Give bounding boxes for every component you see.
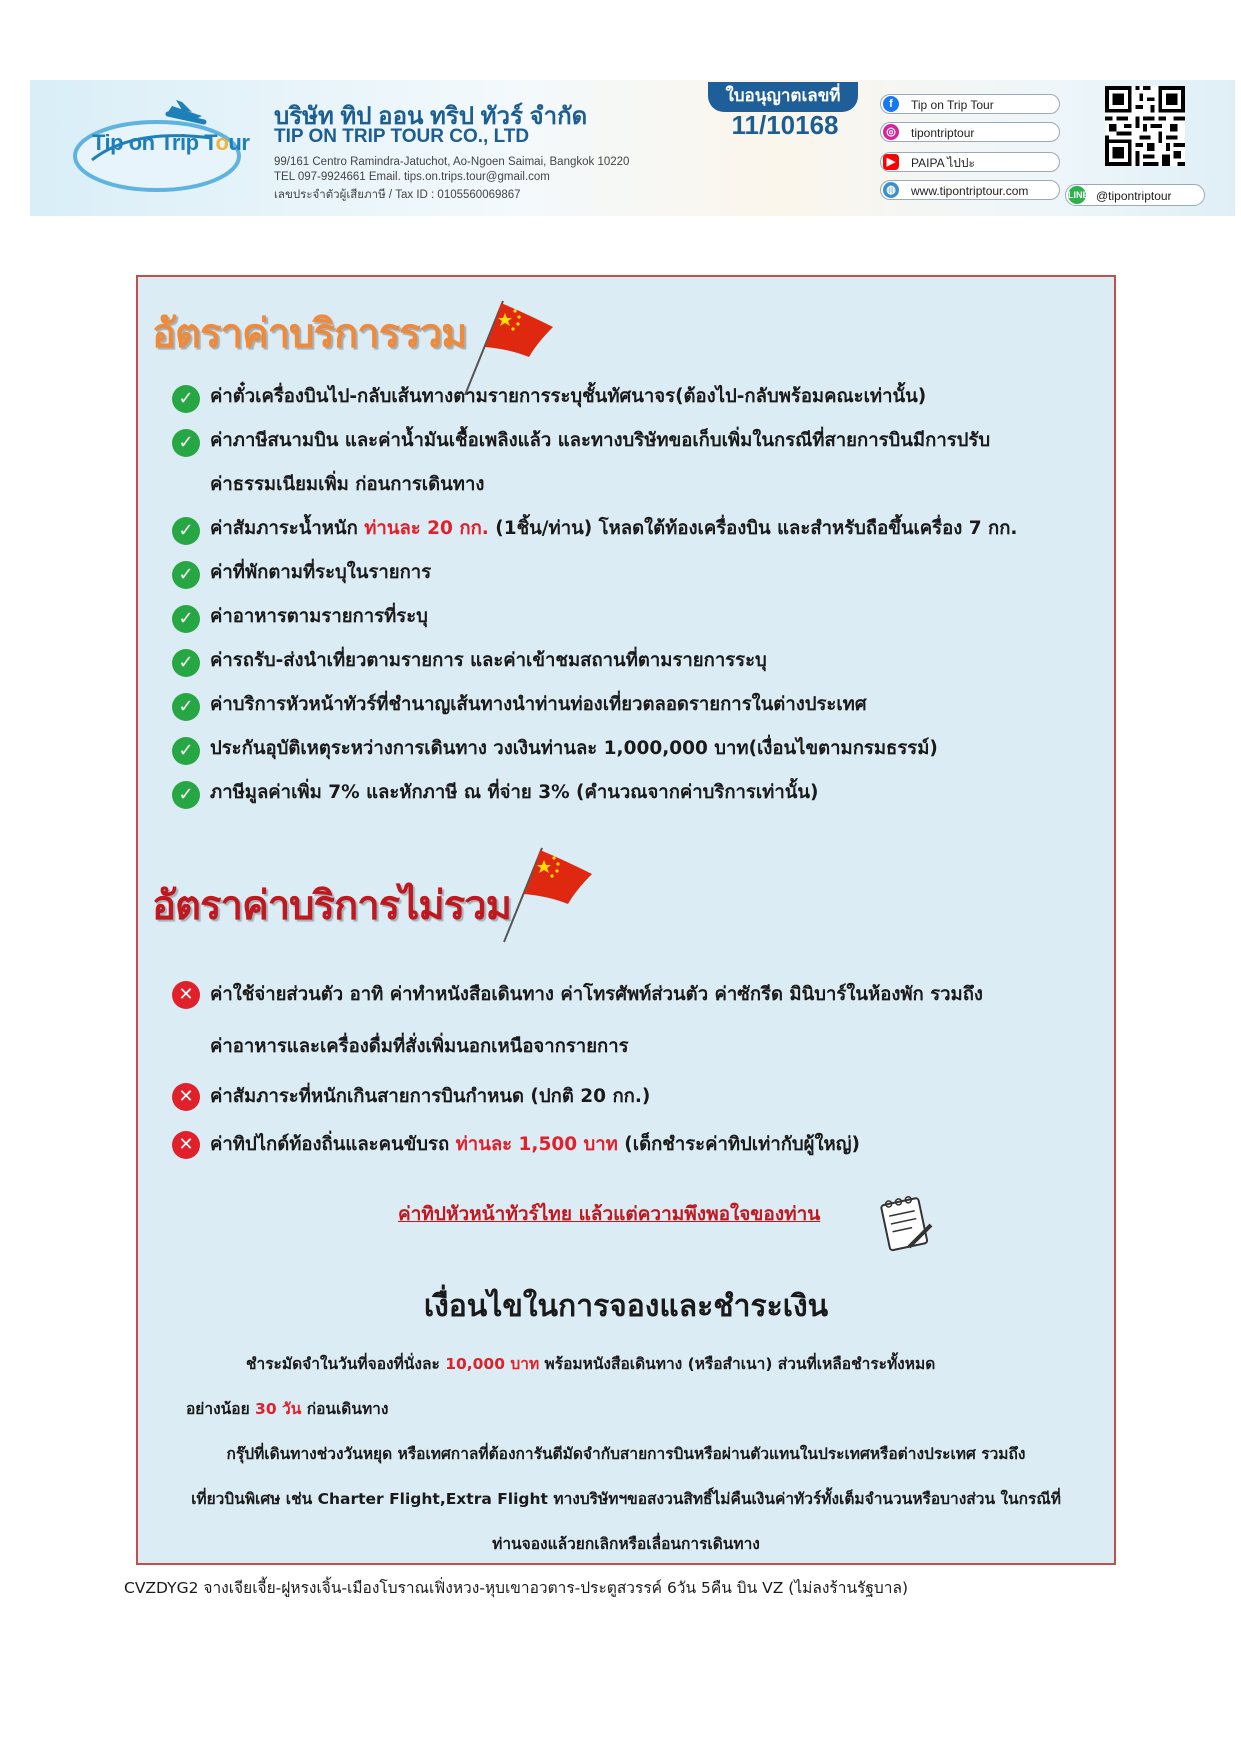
item-text: ค่ารถรับ-ส่งนำเที่ยวตามรายการ และค่าเข้าชมสถานที่ตามรายการระบุ [210,650,767,671]
logo-text: Tip on Trip Tour [92,130,250,155]
cross-icon: ✕ [172,1083,200,1111]
check-icon: ✓ [172,429,200,457]
instagram-link[interactable] [880,122,1060,142]
company-name-thai: บริษัท ทิป ออน ทริป ทัวร์ จำกัด [274,103,588,130]
check-icon: ✓ [172,561,200,589]
youtube-link[interactable] [880,152,1060,172]
company-name-english: TIP ON TRIP TOUR CO., LTD [274,126,530,147]
included-item [172,771,1102,815]
check-icon: ✓ [172,737,200,765]
item-highlight: ท่านละ 1,500 บาท [455,1134,618,1155]
included-item [172,551,1102,595]
globe-icon: ◍ [883,182,899,198]
condition-cancel: ท่านจองแล้วยกเลิกหรือเลื่อนการเดินทาง [492,1535,760,1553]
item-text: ประกันอุบัติเหตุระหว่างการเดินทาง วงเงินท่านละ 1,000,000 บาท(เงื่อนไขตามกรมธรรม์) [210,738,938,759]
excluded-title: อัตราค่าบริการไม่รวม [152,883,511,929]
included-list [172,375,1102,815]
condition-balance [186,1396,388,1421]
check-icon: ✓ [172,385,200,413]
condition-holiday: กรุ๊ปที่เดินทางช่วงวันหยุด หรือเทศกาลที่ต้องการันตีมัดจำกับสายการบินหรือผ่านตัวแทนในประเทศหรือต่างประเทศ รวมถึง [226,1445,1026,1463]
line-link[interactable] [1065,184,1205,206]
item-text: ค่าสัมภาระที่หนักเกินสายการบินกำหนด (ปกติ 20 กก.) [210,1086,651,1107]
item-text-continued: ค่าธรรมเนียมเพิ่ม ก่อนการเดินทาง [210,474,485,495]
included-item [172,727,1102,771]
service-rates-box [136,275,1116,1565]
facebook-link[interactable] [880,94,1060,114]
included-title: อัตราค่าบริการรวม [152,311,467,357]
item-text-after: (1ชิ้น/ท่าน) โหลดใต้ท้องเครื่องบิน และสำหรับถือขึ้นเครื่อง 7 กก. [488,518,1018,539]
line-icon: LINE [1068,186,1086,204]
license-label: ใบอนุญาตเลขที่ [708,82,858,112]
instagram-label: tipontriptour [911,126,975,140]
item-text: ค่าทิปไกด์ท้องถิ่นและคนขับรถ [210,1134,456,1155]
china-flag-icon [494,844,594,944]
check-icon: ✓ [172,693,200,721]
header-banner [30,80,1235,216]
check-icon: ✓ [172,649,200,677]
facebook-icon: f [883,96,899,112]
check-icon: ✓ [172,517,200,545]
facebook-label: Tip on Trip Tour [911,98,994,112]
instagram-icon: ◎ [883,124,899,140]
condition-highlight: 10,000 บาท [445,1355,540,1373]
condition-deposit [246,1351,935,1376]
line-label: @tipontriptour [1096,189,1172,203]
company-tax-id: เลขประจำตัวผู้เสียภาษี / Tax ID : 0105560069867 [274,189,521,201]
included-item [172,639,1102,683]
check-icon: ✓ [172,781,200,809]
item-text: ค่าใช้จ่ายส่วนตัว อาทิ ค่าทำหนังสือเดินทาง ค่าโทรศัพท์ส่วนตัว ค่าซักรีด มินิบาร์ในห้องพัก รวมถึง [210,984,983,1005]
booking-conditions-title: เงื่อนไขในการจองและชำระเงิน [423,1289,829,1324]
included-item [172,595,1102,639]
condition-charter: เที่ยวบินพิเศษ เช่น Charter Flight,Extra Flight ทางบริษัทฯขอสงวนสิทธิ์ไม่คืนเงินค่าทัวร์ทั้งเต็มจำนวนหรือบางส่วน ในกรณีที่ [191,1490,1061,1508]
cross-icon: ✕ [172,981,200,1009]
item-text: ค่าสัมภาระน้ำหนัก [210,518,365,539]
condition-text-after: พร้อมหนังสือเดินทาง (หรือสำเนา) ส่วนที่เหลือชำระทั้งหมด [539,1355,936,1373]
item-text: ภาษีมูลค่าเพิ่ม 7% และหักภาษี ณ ที่จ่าย 3% (คำนวณจากค่าบริการเท่านั้น) [210,782,819,803]
item-text: ค่าอาหารตามรายการที่ระบุ [210,606,428,627]
item-text: ค่าตั๋วเครื่องบินไป-กลับเส้นทางตามรายการระบุชั้นทัศนาจร(ต้องไป-กลับพร้อมคณะเท่านั้น) [210,386,927,407]
youtube-icon: ▶ [883,154,899,170]
qr-code[interactable] [1105,86,1185,166]
company-contact: TEL 097-9924661 Email. tips.on.trips.tour@gmail.com [274,171,550,183]
check-icon: ✓ [172,605,200,633]
item-text: ค่าที่พักตามที่ระบุในรายการ [210,562,432,583]
license-number: 11/10168 [731,110,839,140]
notepad-icon [873,1191,937,1255]
excluded-item [172,969,1102,1073]
tour-code-footer: CVZDYG2 จางเจียเจี้ย-ฝูหรงเจิ้น-เมืองโบราณเฟิ่งหวง-หุบเขาอวตาร-ประตูสวรรค์ 6วัน 5คืน บิน VZ (ไม่ลงร้านรัฐบาล) [124,1579,909,1597]
included-item [172,507,1102,551]
cross-icon: ✕ [172,1131,200,1159]
condition-text-after: ก่อนเดินทาง [301,1400,389,1418]
website-link[interactable] [880,180,1060,200]
company-address: 99/161 Centro Ramindra-Jatuchot, Ao-Ngoen Saimai, Bangkok 10220 [274,156,630,168]
excluded-list [172,969,1102,1169]
included-item [172,419,1102,507]
item-text: ค่าภาษีสนามบิน และค่าน้ำมันเชื้อเพลิงแล้ว และทางบริษัทขอเก็บเพิ่มในกรณีที่สายการบินมีการปรับ [210,430,991,451]
included-item [172,375,1102,419]
excluded-item [172,1073,1102,1121]
item-text-continued: ค่าอาหารและเครื่องดื่มที่สั่งเพิ่มนอกเหนือจากรายการ [210,1036,629,1057]
youtube-label: PAIPA ไปปะ [911,156,975,170]
website-label: www.tipontriptour.com [911,184,1029,198]
excluded-item [172,1121,1102,1169]
item-highlight: ท่านละ 20 กก. [364,518,489,539]
condition-text: ชำระมัดจำในวันที่จองที่นั่งละ [246,1355,446,1373]
included-item [172,683,1102,727]
item-text-after: (เด็กชำระค่าทิปเท่ากับผู้ใหญ่) [617,1134,860,1155]
item-text: ค่าบริการหัวหน้าทัวร์ที่ชำนาญเส้นทางนำท่านท่องเที่ยวตลอดรายการในต่างประเทศ [210,694,867,715]
tour-leader-tip-note: ค่าทิปหัวหน้าทัวร์ไทย แล้วแต่ความพึงพอใจของท่าน [398,1203,821,1225]
condition-highlight: 30 วัน [255,1400,302,1418]
condition-text: อย่างน้อย [186,1400,256,1418]
